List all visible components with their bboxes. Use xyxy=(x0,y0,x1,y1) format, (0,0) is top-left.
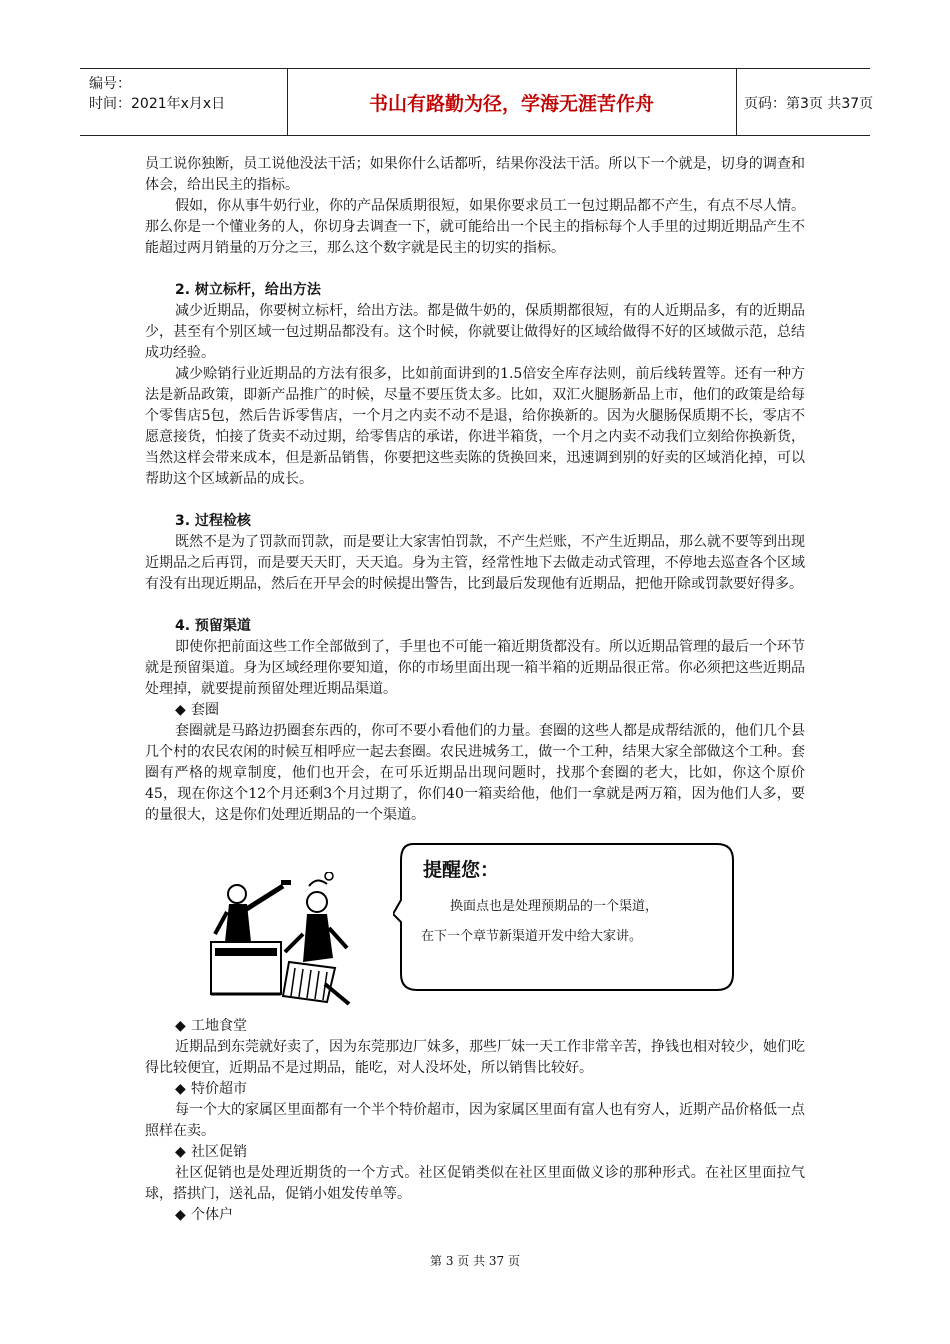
page-info: 页码：第3页 共37页 xyxy=(744,96,874,112)
gongdi-paragraph: 近期品到东莞就好卖了，因为东莞那边厂妹多，那些厂妹一天工作非常辛苦，挣钱也相对较少，她们吃得比较便宜，近期品不是过期品，能吃，对人没坏处，所以销售比较好。 xyxy=(145,1039,805,1076)
diamond-bullet-icon: ◆ xyxy=(175,1018,186,1034)
diamond-bullet-icon: ◆ xyxy=(175,702,186,718)
diamond-bullet-icon: ◆ xyxy=(175,1144,186,1160)
tejia-paragraph: 每一个大的家属区里面都有一个半个特价超市，因为家属区里面有富人也有穷人，近期产品价格低一点照样在卖。 xyxy=(145,1102,805,1139)
diamond-bullet-icon: ◆ xyxy=(175,1081,186,1097)
shequ-paragraph: 社区促销也是处理近期货的一个方式。社区促销类似在社区里面做义诊的那种形式。在社区里面拉气球，搭拱门，送礼品，促销小姐发传单等。 xyxy=(145,1165,805,1202)
reminder-line-1: 换面点也是处理预期品的一个渠道， xyxy=(450,899,659,914)
header-middle-cell xyxy=(287,69,737,135)
bullet-taoquan xyxy=(175,700,805,721)
section-2-paragraph-2: 减少赊销行业近期品的方法有很多，比如前面讲到的1.5倍安全库存法则，前后线转置等。还有一种方法是新品政策，即新产品推广的时候，尽量不要压货太多。比如，双汇火腿肠新品上市，他们的政策是给每个零售店5包，然后告诉零售店，一个月之内卖不动不是退，给你换新的。因为火腿肠保质期不长，零店不愿意接货，怕接了货卖不动过期，给零售店的承诺，你进半箱货，一个月之内卖不动我们立刻给你换新货，当然这样会带来成本，但是新品销售，你要把这些卖陈的货换回来，迅速调到别的好卖的区域消化掉，可以帮助这个区域新品的成长。 xyxy=(145,366,805,487)
bullet-label: 特价超市 xyxy=(191,1081,247,1097)
section-2-paragraph-1: 减少近期品，你要树立标杆，给出方法。都是做牛奶的，保质期都很短，有的人近期品多，有的近期品少，甚至有个别区域一包过期品都没有。这个时候，你就要让做得好的区域给做得不好的区域做示范，总结成功经验。 xyxy=(145,303,805,361)
number-label: 编号： xyxy=(89,76,131,92)
section-4-heading: 4. 预留渠道 xyxy=(175,618,251,634)
intro-paragraph-1: 员工说你独断，员工说他没法干活；如果你什么话都听，结果你没法干活。所以下一个就是，切身的调查和体会，给出民主的指标。 xyxy=(145,156,805,193)
page-header xyxy=(80,68,874,136)
bullet-gongdi xyxy=(175,1016,805,1037)
slogan: 书山有路勤为径，学海无涯苦作舟 xyxy=(368,93,654,115)
bullet-shequ xyxy=(175,1142,805,1163)
bullet-label: 社区促销 xyxy=(191,1144,247,1160)
bullet-tejia xyxy=(175,1079,805,1100)
intro-paragraph-2: 假如，你从事牛奶行业，你的产品保质期很短，如果你要求员工一包过期品都不产生，有点不尽人情。那么你是一个懂业务的人，你切身去调查一下，就可能给出一个民主的指标每个人手里的过期近期品产生不能超过两月销量的万分之三，那么这个数字就是民主的切实的指标。 xyxy=(145,198,805,256)
diamond-bullet-icon: ◆ xyxy=(175,1207,186,1223)
section-2-heading: 2. 树立标杆，给出方法 xyxy=(175,282,321,298)
section-3-paragraph: 既然不是为了罚款而罚款，而是要让大家害怕罚款，不产生烂账，不产生近期品，那么就不要等到出现近期品之后再罚，而是要天天盯，天天追。身为主管，经常性地下去做走动式管理，不停地去巡查各个区域有没有出现近期品，然后在开早会的时候提出警告，比到最后发现他有近期品，把他开除或罚款要好得多。 xyxy=(145,534,805,592)
header-right-cell xyxy=(736,69,874,135)
bullet-label: 工地食堂 xyxy=(191,1018,247,1034)
taoquan-paragraph: 套圈就是马路边扔圈套东西的，你可不要小看他们的力量。套圈的这些人都是成帮结派的，他们几个县几个村的农民农闲的时候互相呼应一起去套圈。农民进城务工，做一个工种，结果大家全部做这个工种。套圈有严格的规章制度，他们也开会，在可乐近期品出现问题时，找那个套圈的老大，比如，你这个原价45，现在你这个12个月还剩3个月过期了，你们40一箱卖给他，他们一拿就是两万箱，因为他们人多，要的量很大，这是你们处理近期品的一个渠道。 xyxy=(145,723,805,823)
reminder-figure xyxy=(145,838,805,1016)
section-3-heading: 3. 过程检核 xyxy=(175,513,251,529)
header-left-cell xyxy=(80,69,288,135)
section-4-paragraph: 即使你把前面这些工作全部做到了，手里也不可能一箱近期货都没有。所以近期品管理的最后一个环节就是预留渠道。身为区域经理你要知道，你的市场里面出现一箱半箱的近期品很正常。你必须把这些近期品处理掉，就要提前预留处理近期品渠道。 xyxy=(145,639,805,697)
document-body xyxy=(145,154,805,1226)
bullet-getihu xyxy=(175,1205,805,1226)
bullet-label: 个体户 xyxy=(191,1207,233,1223)
page-footer: 第 3 页 共 37 页 xyxy=(430,1254,520,1268)
bullet-label: 套圈 xyxy=(191,702,219,718)
cartoon-illustration xyxy=(207,872,357,1008)
reminder-line-2: 在下一个章节新渠道开发中给大家讲。 xyxy=(421,929,643,944)
reminder-title: 提醒您： xyxy=(423,859,500,881)
date-label: 时间：2021年x月x日 xyxy=(89,96,226,112)
